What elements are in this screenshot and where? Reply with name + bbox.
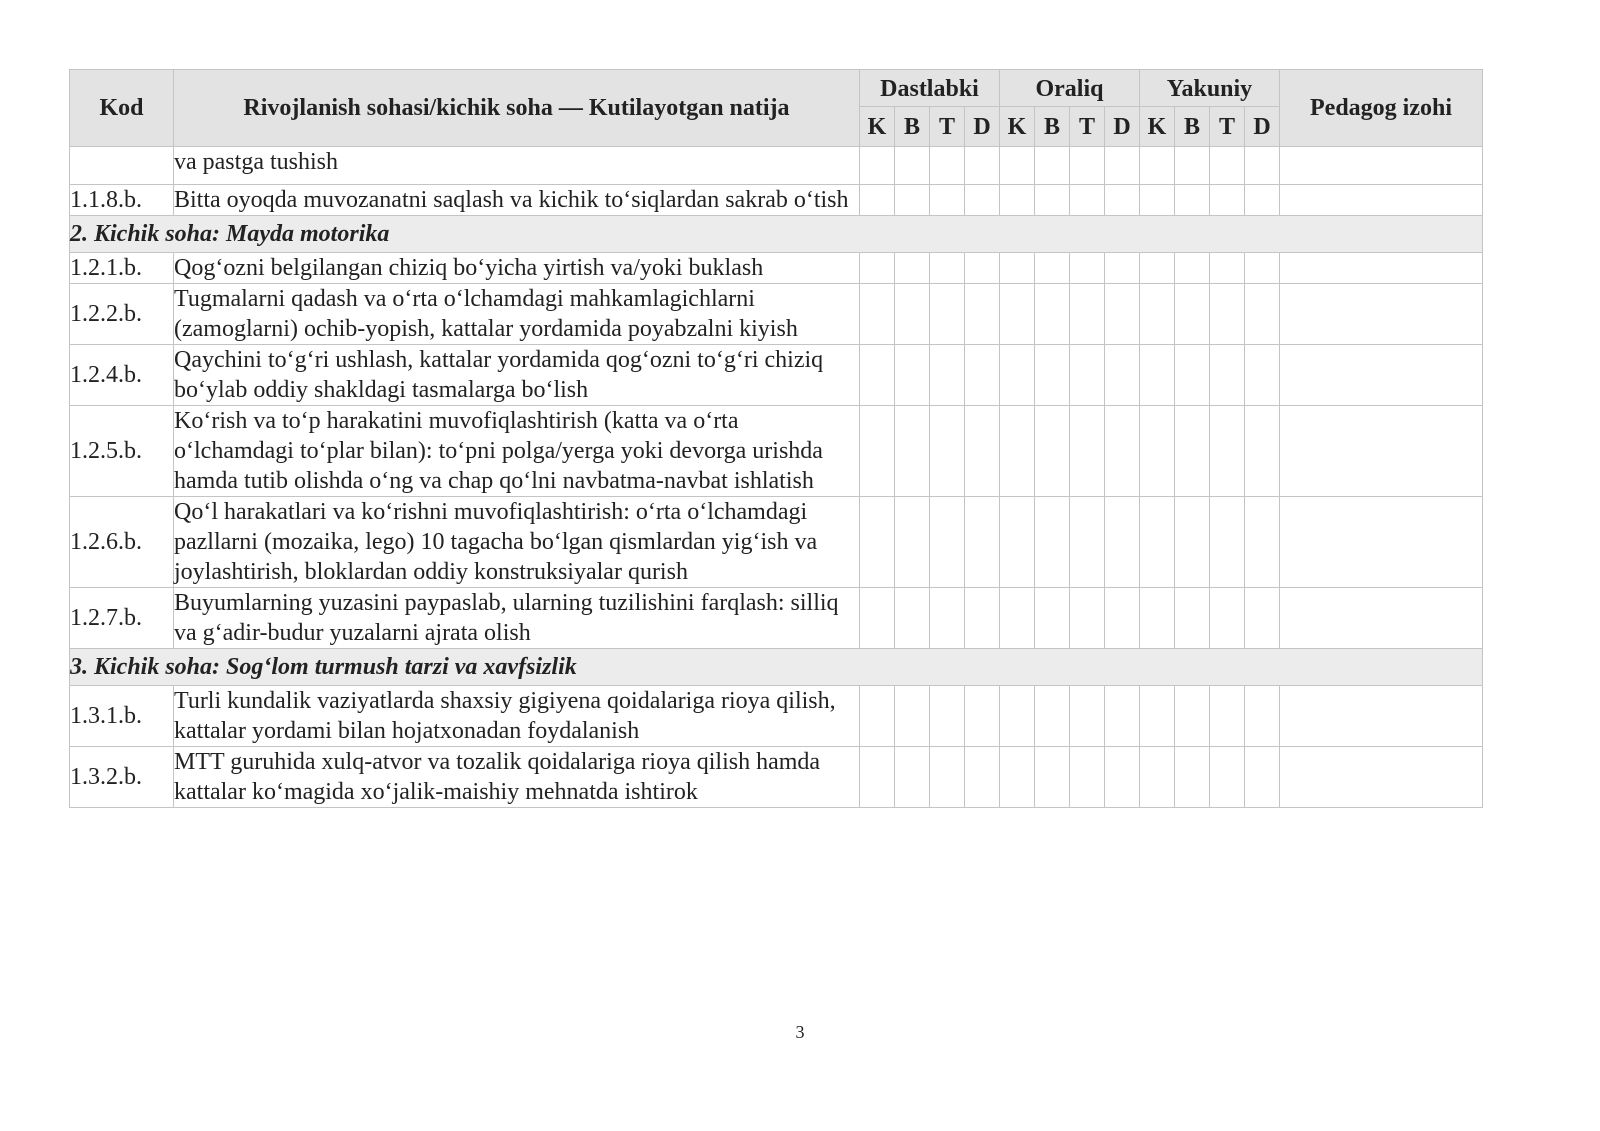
table-row xyxy=(70,147,1483,185)
mark-cell-dastlabki-t[interactable] xyxy=(930,284,965,345)
mark-cell-oraliq-d[interactable] xyxy=(1105,686,1140,747)
row-code: 1.3.2.b. xyxy=(70,747,174,808)
mark-cell-yakuniy-t[interactable] xyxy=(1210,588,1245,649)
row-outcome-text: Tugmalarni qadash va o‘rta o‘lchamdagi mahkamlagichlarni (zamoglarni) ochib-yopish, kattalar yordamida poyabzalni kiyish xyxy=(174,284,860,345)
header-stage-dastlabki: Dastlabki xyxy=(860,70,1000,107)
mark-cell-yakuniy-t[interactable] xyxy=(1210,345,1245,406)
mark-cell-oraliq-k[interactable] xyxy=(1000,253,1035,284)
mark-cell-yakuniy-t[interactable] xyxy=(1210,284,1245,345)
mark-cell-dastlabki-d[interactable] xyxy=(965,497,1000,588)
mark-cell-oraliq-d[interactable] xyxy=(1105,588,1140,649)
pedagog-note-cell[interactable] xyxy=(1280,497,1483,588)
mark-cell-yakuniy-d[interactable] xyxy=(1245,345,1280,406)
mark-cell-yakuniy-d[interactable] xyxy=(1245,747,1280,808)
mark-cell-yakuniy-k[interactable] xyxy=(1140,588,1175,649)
mark-cell-oraliq-b[interactable] xyxy=(1035,588,1070,649)
mark-cell-yakuniy-k[interactable] xyxy=(1140,147,1175,185)
mark-cell-oraliq-t[interactable] xyxy=(1070,406,1105,497)
mark-cell-oraliq-d[interactable] xyxy=(1105,747,1140,808)
mark-cell-dastlabki-t[interactable] xyxy=(930,253,965,284)
mark-cell-yakuniy-t[interactable] xyxy=(1210,686,1245,747)
mark-cell-oraliq-b[interactable] xyxy=(1035,147,1070,185)
row-outcome-text: MTT guruhida xulq-atvor va tozalik qoidalariga rioya qilish hamda kattalar ko‘magida xo‘jalik-maishiy mehnatda ishtirok xyxy=(174,747,860,808)
mark-cell-yakuniy-d[interactable] xyxy=(1245,497,1280,588)
mark-cell-dastlabki-k[interactable] xyxy=(860,345,895,406)
mark-cell-oraliq-k[interactable] xyxy=(1000,345,1035,406)
mark-cell-oraliq-k[interactable] xyxy=(1000,747,1035,808)
mark-cell-yakuniy-d[interactable] xyxy=(1245,185,1280,216)
mark-cell-oraliq-k[interactable] xyxy=(1000,497,1035,588)
table-body xyxy=(70,147,1483,808)
pedagog-note-cell[interactable] xyxy=(1280,588,1483,649)
row-code: 1.3.1.b. xyxy=(70,686,174,747)
mark-cell-dastlabki-d[interactable] xyxy=(965,147,1000,185)
mark-cell-oraliq-t[interactable] xyxy=(1070,588,1105,649)
mark-cell-dastlabki-d[interactable] xyxy=(965,406,1000,497)
mark-cell-oraliq-d[interactable] xyxy=(1105,147,1140,185)
mark-cell-dastlabki-t[interactable] xyxy=(930,497,965,588)
row-outcome-text: Qo‘l harakatlari va ko‘rishni muvofiqlashtirish: o‘rta o‘lchamdagi pazllarni (mozaika, lego) 10 tagacha bo‘lgan qismlardan yig‘ish va joylashtirish, bloklardan oddiy konstruksiyalar qurish xyxy=(174,497,860,588)
mark-cell-oraliq-d[interactable] xyxy=(1105,406,1140,497)
section-title: 2. Kichik soha: Mayda motorika xyxy=(70,216,1483,253)
pedagog-note-cell[interactable] xyxy=(1280,747,1483,808)
row-code: 1.2.7.b. xyxy=(70,588,174,649)
mark-cell-dastlabki-d[interactable] xyxy=(965,345,1000,406)
mark-cell-oraliq-t[interactable] xyxy=(1070,497,1105,588)
mark-cell-yakuniy-d[interactable] xyxy=(1245,686,1280,747)
mark-cell-dastlabki-k[interactable] xyxy=(860,686,895,747)
header-mark-d: D xyxy=(1245,107,1280,147)
header-pedagog-note: Pedagog izohi xyxy=(1280,70,1483,147)
table-row xyxy=(70,345,1483,406)
mark-cell-yakuniy-t[interactable] xyxy=(1210,747,1245,808)
table-row xyxy=(70,185,1483,216)
mark-cell-yakuniy-d[interactable] xyxy=(1245,588,1280,649)
table-row xyxy=(70,253,1483,284)
row-code: 1.2.4.b. xyxy=(70,345,174,406)
row-code: 1.2.5.b. xyxy=(70,406,174,497)
table-row xyxy=(70,588,1483,649)
mark-cell-dastlabki-k[interactable] xyxy=(860,147,895,185)
mark-cell-yakuniy-d[interactable] xyxy=(1245,147,1280,185)
row-code: 1.2.2.b. xyxy=(70,284,174,345)
mark-cell-dastlabki-d[interactable] xyxy=(965,588,1000,649)
mark-cell-yakuniy-b[interactable] xyxy=(1175,588,1210,649)
mark-cell-oraliq-t[interactable] xyxy=(1070,345,1105,406)
mark-cell-yakuniy-k[interactable] xyxy=(1140,686,1175,747)
mark-cell-yakuniy-b[interactable] xyxy=(1175,406,1210,497)
mark-cell-dastlabki-t[interactable] xyxy=(930,747,965,808)
table-row xyxy=(70,406,1483,497)
table-row xyxy=(70,497,1483,588)
row-outcome-text: Qog‘ozni belgilangan chiziq bo‘yicha yirtish va/yoki buklash xyxy=(174,253,860,284)
mark-cell-oraliq-k[interactable] xyxy=(1000,686,1035,747)
row-outcome-text: va pastga tushish xyxy=(174,147,860,185)
pedagog-note-cell[interactable] xyxy=(1280,284,1483,345)
header-mark-k: K xyxy=(1140,107,1175,147)
mark-cell-oraliq-k[interactable] xyxy=(1000,588,1035,649)
mark-cell-oraliq-t[interactable] xyxy=(1070,284,1105,345)
section-row xyxy=(70,216,1483,253)
mark-cell-yakuniy-k[interactable] xyxy=(1140,747,1175,808)
mark-cell-oraliq-t[interactable] xyxy=(1070,147,1105,185)
mark-cell-dastlabki-d[interactable] xyxy=(965,284,1000,345)
mark-cell-yakuniy-b[interactable] xyxy=(1175,185,1210,216)
mark-cell-dastlabki-b[interactable] xyxy=(895,588,930,649)
mark-cell-oraliq-b[interactable] xyxy=(1035,686,1070,747)
mark-cell-oraliq-k[interactable] xyxy=(1000,147,1035,185)
mark-cell-yakuniy-b[interactable] xyxy=(1175,253,1210,284)
mark-cell-oraliq-t[interactable] xyxy=(1070,185,1105,216)
row-code: 1.2.6.b. xyxy=(70,497,174,588)
assessment-table xyxy=(69,69,1483,808)
mark-cell-oraliq-d[interactable] xyxy=(1105,284,1140,345)
mark-cell-dastlabki-k[interactable] xyxy=(860,406,895,497)
mark-cell-yakuniy-b[interactable] xyxy=(1175,686,1210,747)
mark-cell-oraliq-b[interactable] xyxy=(1035,497,1070,588)
mark-cell-yakuniy-t[interactable] xyxy=(1210,497,1245,588)
mark-cell-dastlabki-b[interactable] xyxy=(895,185,930,216)
mark-cell-oraliq-t[interactable] xyxy=(1070,747,1105,808)
mark-cell-yakuniy-b[interactable] xyxy=(1175,747,1210,808)
mark-cell-dastlabki-d[interactable] xyxy=(965,253,1000,284)
mark-cell-dastlabki-b[interactable] xyxy=(895,686,930,747)
pedagog-note-cell[interactable] xyxy=(1280,185,1483,216)
mark-cell-yakuniy-k[interactable] xyxy=(1140,345,1175,406)
mark-cell-dastlabki-k[interactable] xyxy=(860,284,895,345)
header-mark-t: T xyxy=(1070,107,1105,147)
mark-cell-dastlabki-d[interactable] xyxy=(965,185,1000,216)
mark-cell-oraliq-d[interactable] xyxy=(1105,345,1140,406)
header-stage-yakuniy: Yakuniy xyxy=(1140,70,1280,107)
mark-cell-dastlabki-k[interactable] xyxy=(860,747,895,808)
mark-cell-yakuniy-k[interactable] xyxy=(1140,185,1175,216)
mark-cell-oraliq-t[interactable] xyxy=(1070,253,1105,284)
header-kod: Kod xyxy=(70,70,174,147)
mark-cell-oraliq-k[interactable] xyxy=(1000,406,1035,497)
mark-cell-dastlabki-t[interactable] xyxy=(930,147,965,185)
mark-cell-dastlabki-t[interactable] xyxy=(930,185,965,216)
mark-cell-yakuniy-k[interactable] xyxy=(1140,406,1175,497)
mark-cell-yakuniy-t[interactable] xyxy=(1210,185,1245,216)
mark-cell-dastlabki-b[interactable] xyxy=(895,284,930,345)
row-outcome-text: Buyumlarning yuzasini paypaslab, ularning tuzilishini farqlash: silliq va g‘adir-budur yuzalarni ajrata olish xyxy=(174,588,860,649)
mark-cell-yakuniy-k[interactable] xyxy=(1140,497,1175,588)
mark-cell-oraliq-d[interactable] xyxy=(1105,185,1140,216)
mark-cell-oraliq-b[interactable] xyxy=(1035,185,1070,216)
mark-cell-oraliq-d[interactable] xyxy=(1105,253,1140,284)
mark-cell-oraliq-k[interactable] xyxy=(1000,284,1035,345)
mark-cell-dastlabki-k[interactable] xyxy=(860,588,895,649)
table-header xyxy=(70,70,1483,147)
pedagog-note-cell[interactable] xyxy=(1280,345,1483,406)
mark-cell-oraliq-k[interactable] xyxy=(1000,185,1035,216)
mark-cell-dastlabki-k[interactable] xyxy=(860,185,895,216)
row-code: 1.2.1.b. xyxy=(70,253,174,284)
header-mark-k: K xyxy=(1000,107,1035,147)
mark-cell-oraliq-b[interactable] xyxy=(1035,345,1070,406)
mark-cell-dastlabki-t[interactable] xyxy=(930,345,965,406)
row-outcome-text: Bitta oyoqda muvozanatni saqlash va kichik to‘siqlardan sakrab o‘tish xyxy=(174,185,860,216)
pedagog-note-cell[interactable] xyxy=(1280,147,1483,185)
row-code xyxy=(70,147,174,185)
mark-cell-dastlabki-t[interactable] xyxy=(930,588,965,649)
mark-cell-dastlabki-d[interactable] xyxy=(965,686,1000,747)
mark-cell-yakuniy-d[interactable] xyxy=(1245,253,1280,284)
mark-cell-dastlabki-k[interactable] xyxy=(860,253,895,284)
mark-cell-dastlabki-b[interactable] xyxy=(895,147,930,185)
pedagog-note-cell[interactable] xyxy=(1280,406,1483,497)
mark-cell-yakuniy-k[interactable] xyxy=(1140,284,1175,345)
mark-cell-dastlabki-k[interactable] xyxy=(860,497,895,588)
row-outcome-text: Qaychini to‘g‘ri ushlash, kattalar yordamida qog‘ozni to‘g‘ri chiziq bo‘ylab oddiy shakldagi tasmalarga bo‘lish xyxy=(174,345,860,406)
mark-cell-yakuniy-t[interactable] xyxy=(1210,406,1245,497)
mark-cell-oraliq-b[interactable] xyxy=(1035,747,1070,808)
mark-cell-yakuniy-b[interactable] xyxy=(1175,345,1210,406)
mark-cell-oraliq-t[interactable] xyxy=(1070,686,1105,747)
mark-cell-yakuniy-d[interactable] xyxy=(1245,284,1280,345)
header-mark-t: T xyxy=(930,107,965,147)
header-mark-d: D xyxy=(1105,107,1140,147)
row-outcome-text: Turli kundalik vaziyatlarda shaxsiy gigiyena qoidalariga rioya qilish, kattalar yordami bilan hojatxonadan foydalanish xyxy=(174,686,860,747)
page-number: 3 xyxy=(795,1022,805,1042)
mark-cell-yakuniy-k[interactable] xyxy=(1140,253,1175,284)
header-mark-d: D xyxy=(965,107,1000,147)
header-mark-b: B xyxy=(895,107,930,147)
header-mark-b: B xyxy=(1175,107,1210,147)
mark-cell-dastlabki-t[interactable] xyxy=(930,406,965,497)
mark-cell-yakuniy-d[interactable] xyxy=(1245,406,1280,497)
table-row xyxy=(70,284,1483,345)
section-row xyxy=(70,649,1483,686)
header-mark-b: B xyxy=(1035,107,1070,147)
mark-cell-dastlabki-d[interactable] xyxy=(965,747,1000,808)
row-code: 1.1.8.b. xyxy=(70,185,174,216)
table-row xyxy=(70,747,1483,808)
header-mark-t: T xyxy=(1210,107,1245,147)
mark-cell-oraliq-b[interactable] xyxy=(1035,406,1070,497)
mark-cell-yakuniy-b[interactable] xyxy=(1175,497,1210,588)
header-title: Rivojlanish sohasi/kichik soha — Kutilayotgan natija xyxy=(174,70,860,147)
mark-cell-dastlabki-b[interactable] xyxy=(895,497,930,588)
mark-cell-dastlabki-b[interactable] xyxy=(895,345,930,406)
mark-cell-dastlabki-b[interactable] xyxy=(895,253,930,284)
mark-cell-dastlabki-b[interactable] xyxy=(895,406,930,497)
header-stage-oraliq: Oraliq xyxy=(1000,70,1140,107)
pedagog-note-cell[interactable] xyxy=(1280,686,1483,747)
mark-cell-yakuniy-t[interactable] xyxy=(1210,147,1245,185)
header-mark-k: K xyxy=(860,107,895,147)
mark-cell-dastlabki-b[interactable] xyxy=(895,747,930,808)
pedagog-note-cell[interactable] xyxy=(1280,253,1483,284)
section-title: 3. Kichik soha: Sog‘lom turmush tarzi va xavfsizlik xyxy=(70,649,1483,686)
row-outcome-text: Ko‘rish va to‘p harakatini muvofiqlashtirish (katta va o‘rta o‘lchamdagi to‘plar bilan): to‘pni polga/yerga yoki devorga urishda hamda tutib olishda o‘ng va chap qo‘lni navbatma-navbat ishlatish xyxy=(174,406,860,497)
mark-cell-oraliq-b[interactable] xyxy=(1035,284,1070,345)
mark-cell-yakuniy-b[interactable] xyxy=(1175,147,1210,185)
table-row xyxy=(70,686,1483,747)
mark-cell-dastlabki-t[interactable] xyxy=(930,686,965,747)
mark-cell-yakuniy-t[interactable] xyxy=(1210,253,1245,284)
mark-cell-oraliq-b[interactable] xyxy=(1035,253,1070,284)
mark-cell-oraliq-d[interactable] xyxy=(1105,497,1140,588)
mark-cell-yakuniy-b[interactable] xyxy=(1175,284,1210,345)
